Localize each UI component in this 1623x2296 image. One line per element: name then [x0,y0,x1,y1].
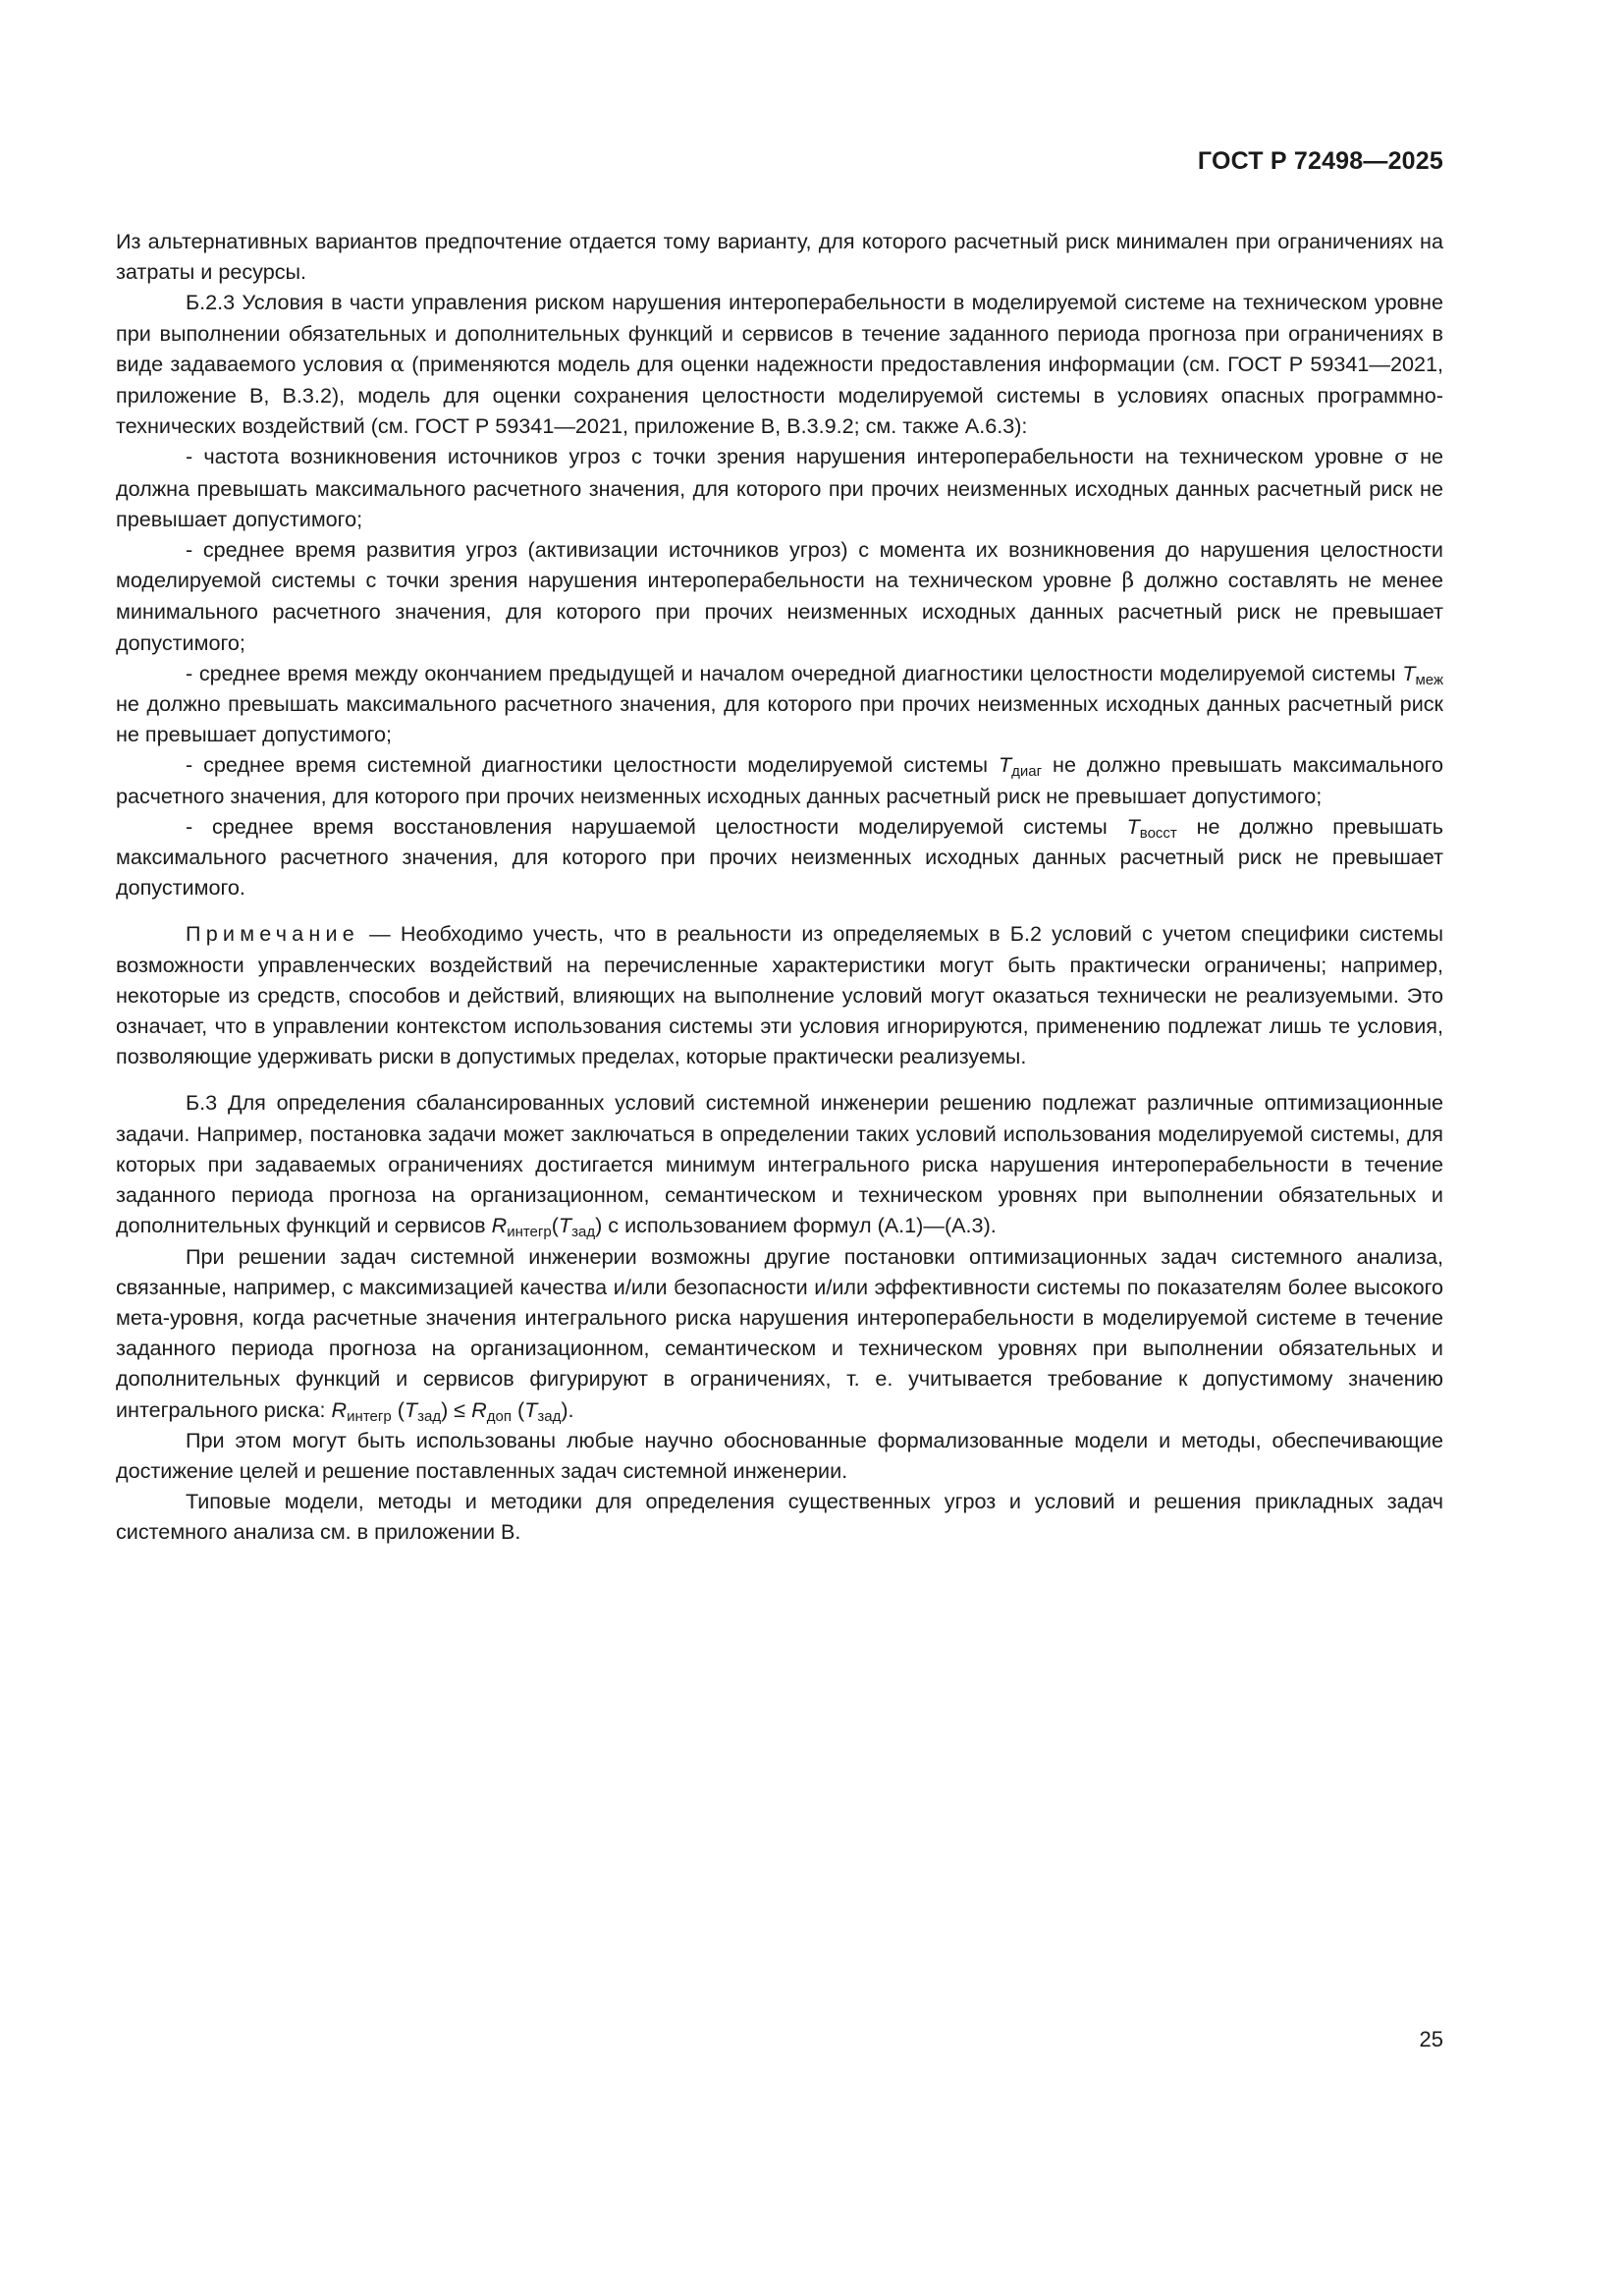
beta-symbol: β [1121,569,1135,594]
document-body [116,226,1443,1548]
subscript: зад [417,1407,442,1425]
paragraph-intro: Из альтернативных вариантов предпочтение отдается тому варианту, для которого расчетный риск минимален при ограничениях на затраты и ресурсы. [116,229,1443,285]
standard-designation: ГОСТ Р 72498—2025 [1197,147,1443,175]
paragraph-models: При этом могут быть использованы любые научно обоснованные формализованные модели и методы, обеспечивающие достижение целей и решение поставленных задач системной инженерии. [116,1427,1443,1483]
t-symbol: T [1126,813,1140,839]
paragraph-b-3: Б.3 Для определения сбалансированных условий системной инженерии решению подлежат различные оптимизационные задачи. Например, постановка задачи может заключаться в определении таких условий использования моделируемой системы, для которых при задаваемых ограничениях достигается минимум интегрального риска нарушения интероперабельности в течение заданного периода прогноза на организационном, семантическом и техническом уровнях при выполнении обязательных и дополнительных функций и сервисов $R_{интегр}(T_{зад})$ с использованием формул (А.1)—(А.3). [116,1090,1443,1241]
subscript: интегр [507,1224,552,1241]
t-symbol: T [1402,660,1416,685]
r-symbol: R [491,1213,508,1238]
t-symbol: T [404,1396,418,1422]
list-item-development-time: - среднее время развития угроз (активизации источников угроз) с момента их возникновения до нарушения целостности моделируемой системы с точки зрения нарушения интероперабельности на техническом уровне β должно составлять не менее минимального расчетного значения, для которого при прочих неизменных исходных данных расчетный риск не превышает допустимого; [116,537,1444,655]
note-paragraph [116,918,1443,1071]
r-symbol: R [331,1396,348,1422]
t-symbol: T [998,752,1012,778]
subscript: зад [571,1224,596,1241]
r-symbol: R [471,1396,487,1422]
note-label: Примечание [186,921,359,947]
paragraph-appendix-ref: Типовые модели, методы и методики для определения существенных угроз и условий и решения прикладных задач системного анализа см. в приложении В. [116,1489,1443,1545]
paragraph-b-2-3: Б.2.3 Условия в части управления риском нарушения интероперабельности в моделируемой системе на техническом уровне при выполнении обязательных и дополнительных функций и сервисов в течение заданного периода прогноза при ограничениях в виде задаваемого условия α (применяются модель для оценки надежности предоставления информации (см. ГОСТ Р 59341—2021, приложение В, В.3.2), модель для оценки сохранения целостности моделируемой системы в условиях опасных программно-технических воздействий (см. ГОСТ Р 59341—2021, приложение В, В.3.9.2; см. также А.6.3): [116,290,1444,439]
subscript: зад [537,1407,562,1425]
list-item-recovery-time: - среднее время восстановления нарушаемой целостности моделируемой системы $T_{восст}$ не должно превышать максимального расчетного значения, для которого при прочих неизменных исходных данных расчетный риск не превышает допустимого. [116,813,1444,901]
subscript: диаг [1011,763,1043,781]
page-number: 25 [1419,2027,1443,2051]
alpha-symbol: α [390,352,405,377]
paragraph-other-tasks: При решении задач системной инженерии возможны другие постановки оптимизационных задач системного анализа, связанные, например, с максимизацией качества и/или безопасности и/или эффективности системы по показателям более высокого мета-уровня, когда расчетные значения интегрального риска нарушения интероперабельности в моделируемой системе в течение заданного периода прогноза на организационном, семантическом и техническом уровнях при выполнении обязательных и дополнительных функций и сервисов фигурируют в ограничениях, т. е. учитывается требование к допустимому значению интегрального риска: $R_{интегр}$ $(T_{зад}) \le R_{доп}$ $(T_{зад})$. [116,1243,1443,1425]
t-symbol: T [558,1213,572,1238]
list-item-interval-time: - среднее время между окончанием предыдущей и началом очередной диагностики целостности моделируемой системы $T_{меж}$ не должно превышать максимального расчетного значения, для которого при прочих неизменных исходных данных расчетный риск не превышает допустимого; [116,660,1444,747]
subscript: доп [486,1407,512,1425]
subscript: меж [1415,671,1444,688]
list-item-frequency: - частота возникновения источников угроз с точки зрения нарушения интероперабельности на техническом уровне σ не должна превышать максимального расчетного значения, для которого при прочих неизменных исходных данных расчетный риск не превышает допустимого; [116,444,1444,531]
subscript: интегр [347,1407,392,1425]
sigma-symbol: σ [1394,445,1409,470]
list-item-diagnostic-time: - среднее время системной диагностики целостности моделируемой системы $T_{диаг}$ не должно превышать максимального расчетного значения, для которого при прочих неизменных исходных данных расчетный риск не превышает допустимого; [116,752,1444,808]
t-symbol: T [524,1396,538,1422]
note-text: — Необходимо учесть, что в реальности из определяемых в Б.2 условий с учетом специфики системы возможности управленческих воздействий на перечисленные характеристики могут быть практически ограничены; например, некоторые из средств, способов и действий, влияющих на выполнение условий могут оказаться технически не реализуемыми. Это означает, что в управлении контекстом использования системы эти условия игнорируются, применению подлежат лишь те условия, позволяющие удерживать риски в допустимых пределах, которые практически реализуемы. [116,921,1443,1069]
subscript: восст [1139,824,1177,842]
